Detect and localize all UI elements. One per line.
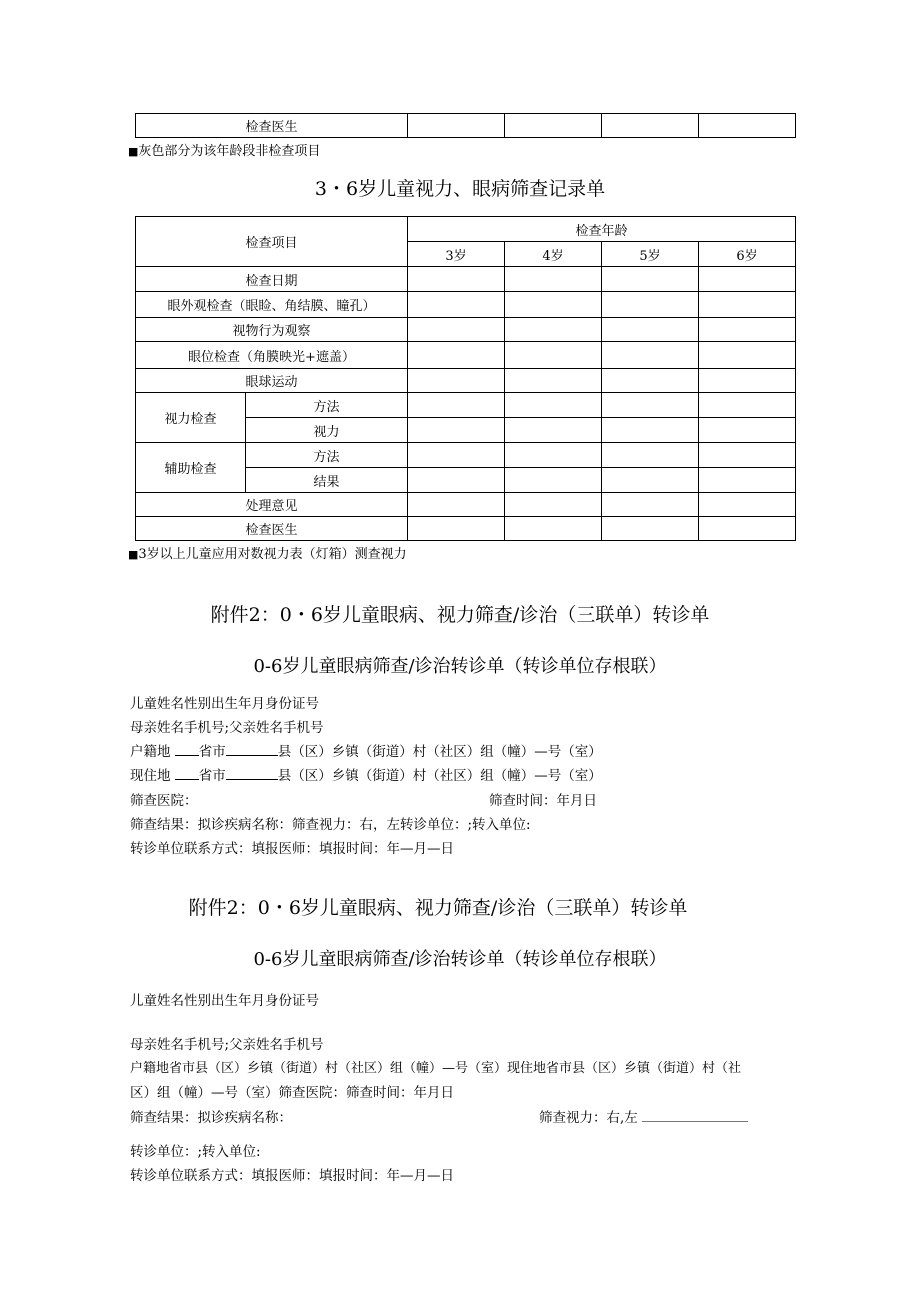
- row-opinion: 处理意见: [136, 493, 408, 517]
- row-aux-group: 辅助检查: [136, 443, 246, 493]
- transfer-line-2: 转诊单位：;转入单位:: [130, 1144, 261, 1160]
- residence-line: [130, 764, 602, 784]
- header-item: 检查项目: [136, 217, 408, 267]
- vision-chart-note: [128, 543, 407, 562]
- row-behavior: 视物行为观察: [136, 318, 408, 342]
- screen-time: 筛查时间：年月日: [489, 793, 597, 809]
- residence-province: 省市: [198, 768, 226, 784]
- child-info-line: 儿童姓名性别出生年月身份证号: [130, 696, 319, 712]
- note-square-icon: ■: [128, 145, 139, 158]
- gray-note: [128, 140, 320, 159]
- row-aux-result: 结果: [246, 468, 408, 493]
- result-right-2: [539, 1106, 748, 1126]
- attachment-title-2: 附件2：0・6岁儿童眼病、视力筛查/诊治（三联单）转诊单: [188, 897, 688, 919]
- top-table-doctor-label: 检查医生: [136, 114, 408, 138]
- result-left-2: 筛查结果：拟诊疾病名称：: [130, 1110, 292, 1126]
- note-square-icon: ■: [128, 548, 139, 561]
- top-table-cell: [505, 114, 602, 138]
- record-title: 3・6岁儿童视力、眼病筛查记录单: [314, 178, 606, 200]
- vision-chart-note-text: 3岁以上儿童应用对数视力表（灯箱）测查视力: [138, 547, 407, 562]
- contact-line-2: 转诊单位联系方式：填报医师：填报时间：年—月—日: [130, 1168, 454, 1184]
- parent-info-line: 母亲姓名手机号;父亲姓名手机号: [130, 720, 324, 736]
- residence-tail: 县（区）乡镇（街道）村（社区）组（幢）—号（室）: [277, 768, 602, 784]
- top-table: [135, 113, 796, 138]
- age-4: 4岁: [505, 242, 602, 267]
- top-table-cell: [602, 114, 699, 138]
- hukou-line: [130, 740, 602, 760]
- header-age: 检查年龄: [408, 217, 796, 242]
- row-aux-method: 方法: [246, 443, 408, 468]
- row-position: 眼位检查（角膜映光+遮盖）: [136, 342, 408, 369]
- row-external: 眼外观检查（眼睑、角结膜、瞳孔）: [136, 292, 408, 318]
- residence-label: 现住地: [130, 768, 171, 784]
- hospital-label: 筛查医院：: [130, 793, 198, 809]
- age-5: 5岁: [602, 242, 699, 267]
- hukou-label: 户籍地: [130, 744, 171, 760]
- province-blank[interactable]: [175, 767, 199, 780]
- hukou-tail: 县（区）乡镇（街道）村（社区）组（幢）—号（室）: [277, 744, 602, 760]
- city-blank[interactable]: [226, 767, 278, 780]
- top-table-cell: [408, 114, 505, 138]
- contact-line: 转诊单位联系方式：填报医师：填报时间：年—月—日: [130, 841, 454, 857]
- result-line: 筛查结果：拟诊疾病名称：筛查视力：右，左转诊单位：;转入单位:: [130, 817, 531, 833]
- row-vision-value: 视力: [246, 418, 408, 443]
- row-vision-group: 视力检查: [136, 393, 246, 443]
- age-6: 6岁: [699, 242, 796, 267]
- record-table: [135, 216, 796, 541]
- address-line-2b: 区）组（幢）—号（室）筛查医院：筛查时间：年月日: [130, 1085, 454, 1101]
- province-blank[interactable]: [175, 743, 199, 756]
- address-line-2a: 户籍地省市县（区）乡镇（街道）村（社区）组（幢）—号（室）现住地省市县（区）乡镇（街道）村（社: [130, 1061, 742, 1076]
- form-title-1: 0-6岁儿童眼病筛查/诊治转诊单（转诊单位存根联）: [253, 656, 667, 677]
- top-table-cell: [699, 114, 796, 138]
- child-info-line-2: 儿童姓名性别出生年月身份证号: [130, 993, 319, 1009]
- vision-label-2: 筛查视力：右,左: [539, 1110, 638, 1126]
- parent-info-line-2: 母亲姓名手机号;父亲姓名手机号: [130, 1037, 324, 1053]
- row-motion: 眼球运动: [136, 369, 408, 393]
- hukou-province: 省市: [198, 744, 226, 760]
- gray-note-text: 灰色部分为该年龄段非检查项目: [138, 144, 321, 159]
- attachment-title-1: 附件2：0・6岁儿童眼病、视力筛查/诊治（三联单）转诊单: [210, 604, 710, 626]
- form-title-2: 0-6岁儿童眼病筛查/诊治转诊单（转诊单位存根联）: [253, 949, 667, 970]
- row-doctor: 检查医生: [136, 517, 408, 541]
- city-blank[interactable]: [226, 743, 278, 756]
- vision-blank[interactable]: [642, 1109, 748, 1122]
- row-date: 检查日期: [136, 267, 408, 292]
- age-3: 3岁: [408, 242, 505, 267]
- row-vision-method: 方法: [246, 393, 408, 418]
